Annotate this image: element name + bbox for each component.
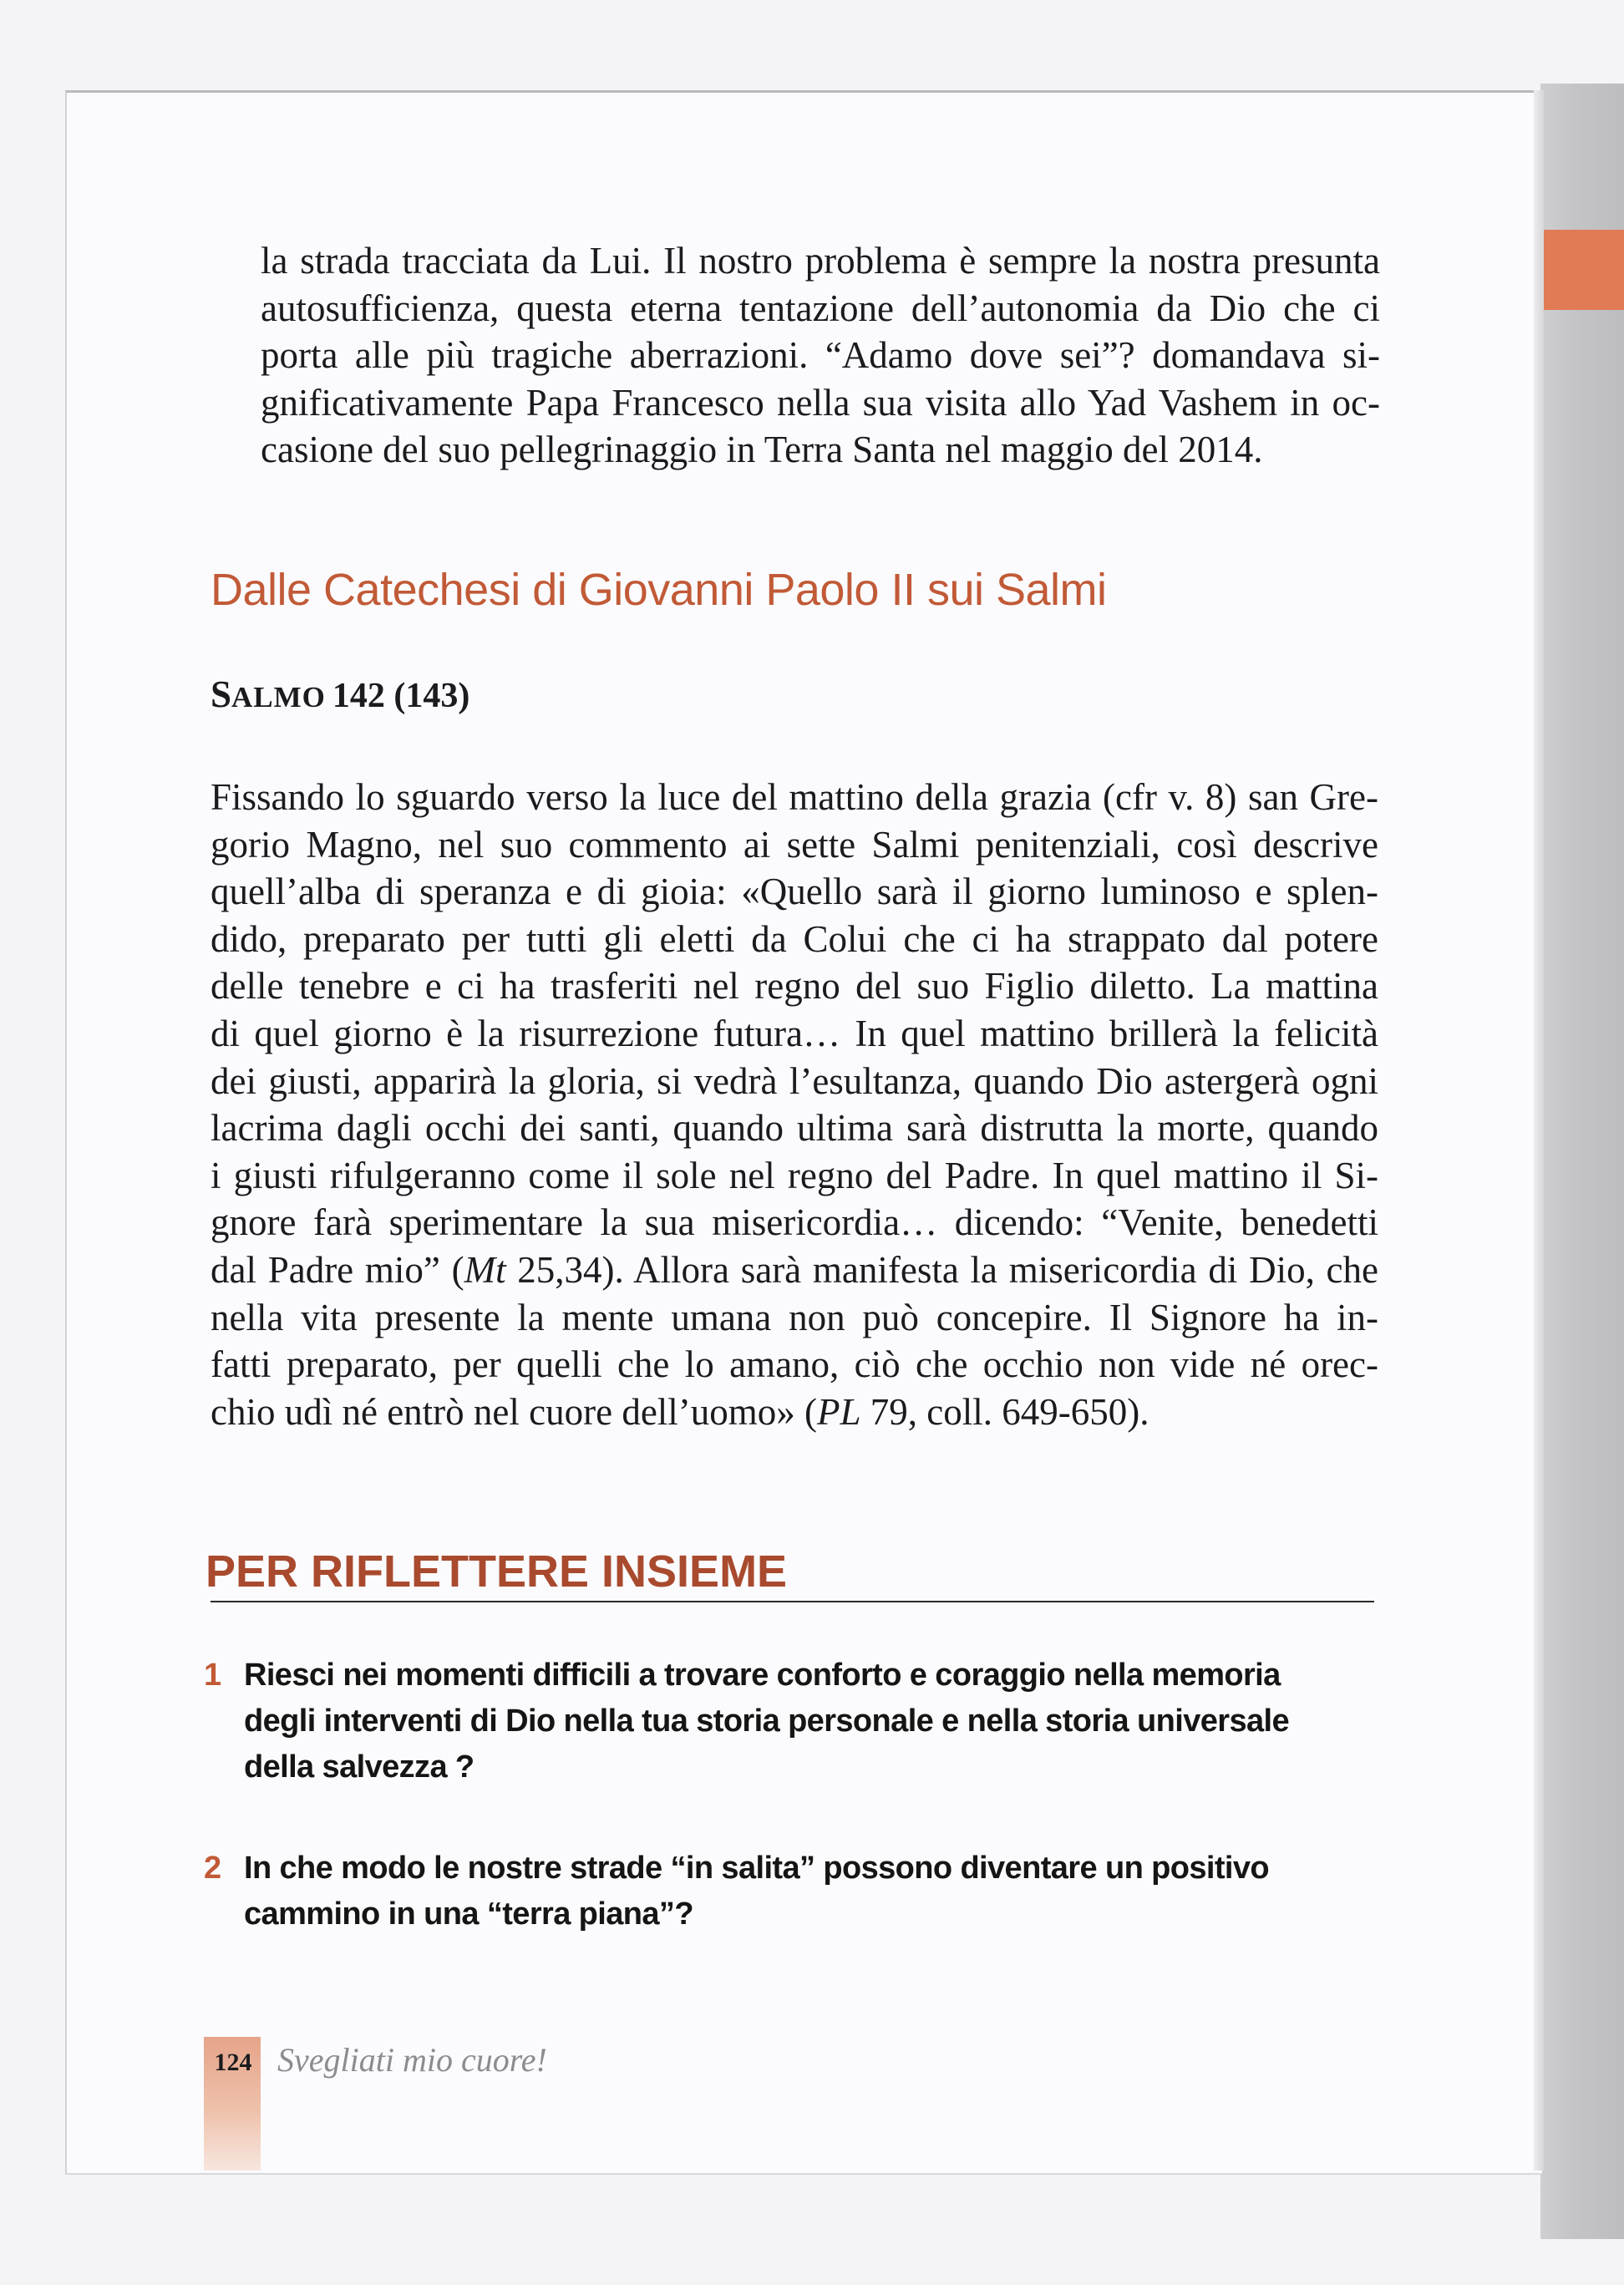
question-line: della salvezza ?	[244, 1749, 475, 1785]
question-number: 2	[204, 1851, 222, 1886]
section-title: Dalle Catechesi di Giovanni Paolo II sui Salmi	[211, 565, 1107, 615]
question-line: degli interventi di Dio nella tua storia personale e nella storia universale	[244, 1704, 1290, 1739]
body-line-with-citation	[211, 1247, 1378, 1294]
body-text: dal Padre mio” (	[211, 1248, 464, 1291]
body-line: fatti preparato, per quelli che lo amano, ciò che occhio non vide né orec-	[211, 1343, 1378, 1386]
question-line: cammino in una “terra piana”?	[244, 1897, 693, 1932]
running-title: Svegliati mio cuore!	[277, 2041, 547, 2079]
body-line: i giusti rifulgeranno come il sole nel regno del Padre. In quel mattino il Si-	[211, 1154, 1378, 1196]
page-edge	[1534, 90, 1544, 2171]
book-spine	[1540, 84, 1624, 2239]
body-text: chio udì né entrò nel cuore dell’uomo» (	[211, 1390, 818, 1433]
reflect-divider	[211, 1601, 1374, 1602]
intro-line: autosufficienza, questa eterna tentazione dell’autonomia da Dio che ci	[261, 287, 1380, 329]
body-line: dei giusti, apparirà la gloria, si vedrà l’esultanza, quando Dio astergerà ogni	[211, 1059, 1378, 1102]
psalm-label-rest: ALMO	[231, 681, 326, 713]
body-line: lacrima dagli occhi dei santi, quando ultima sarà distrutta la morte, quando	[211, 1107, 1378, 1150]
psalm-number: 142 (143)	[332, 677, 470, 715]
body-line-with-citation	[211, 1389, 1378, 1436]
reflection-question-2	[204, 1846, 1373, 1937]
intro-line: la strada tracciata da Lui. Il nostro problema è sempre la nostra presunta	[261, 240, 1380, 282]
reflection-question-1	[204, 1653, 1373, 1790]
intro-paragraph	[261, 237, 1380, 474]
question-line: In che modo le nostre strade “in salita” possono diventare un positivo	[244, 1851, 1270, 1886]
body-line: quell’alba di speranza e di gioia: «Quello sarà il giorno luminoso e splen-	[211, 871, 1378, 913]
body-line: Fissando lo sguardo verso la luce del mattino della grazia (cfr v. 8) san Gre-	[211, 776, 1378, 818]
body-line: nella vita presente la mente umana non può concepire. Il Signore ha in-	[211, 1296, 1378, 1338]
body-text: 25,34). Allora sarà manifesta la misericordia di Dio, che	[505, 1248, 1378, 1291]
body-line: delle tenebre e ci ha trasferiti nel regno del suo Figlio diletto. La mattina	[211, 965, 1378, 1008]
intro-line: porta alle più tragiche aberrazioni. “Adamo dove sei”? domandava si-	[261, 334, 1380, 377]
citation-pl: PL	[817, 1390, 861, 1433]
body-line: gnore farà sperimentare la sua misericordia… dicendo: “Venite, benedetti	[211, 1201, 1378, 1244]
psalm-heading	[211, 673, 469, 716]
citation-mt: Mt	[464, 1248, 506, 1291]
question-text	[244, 1846, 1373, 1937]
reflect-title: PER RIFLETTERE INSIEME	[206, 1546, 788, 1597]
intro-line: casione del suo pellegrinaggio in Terra Santa nel maggio del 2014.	[261, 429, 1263, 471]
body-line: dido, preparato per tutti gli eletti da Colui che ci ha strappato dal potere	[211, 917, 1378, 960]
intro-line: gnificativamente Papa Francesco nella sua visita allo Yad Vashem in oc-	[261, 381, 1380, 424]
question-line: Riesci nei momenti difficili a trovare conforto e coraggio nella memoria	[244, 1658, 1281, 1693]
psalm-label-initial: S	[211, 673, 232, 715]
catechesis-paragraph	[211, 774, 1378, 1435]
question-text	[244, 1653, 1373, 1790]
body-line: di quel giorno è la risurrezione futura… In quel mattino brillerà la felicità	[211, 1012, 1378, 1054]
spine-color-tab	[1542, 230, 1624, 310]
page-number: 124	[214, 2049, 252, 2076]
body-line: gorio Magno, nel suo commento ai sette Salmi penitenziali, così descrive	[211, 823, 1378, 866]
body-text: 79, coll. 649-650).	[860, 1390, 1149, 1433]
question-number: 1	[204, 1658, 222, 1693]
